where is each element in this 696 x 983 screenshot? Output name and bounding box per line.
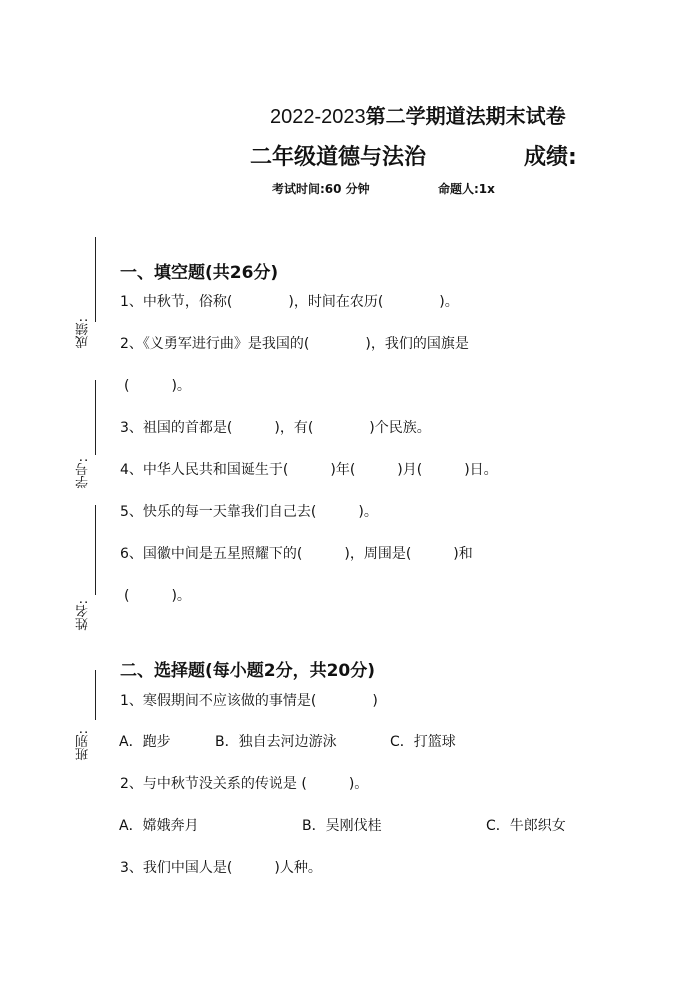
section-fill-blank-title: 一、填空题(共26分) — [120, 263, 279, 283]
margin-line — [95, 237, 96, 322]
margin-line — [95, 670, 96, 720]
option-2-1-a: A．跑步 — [119, 734, 171, 750]
question-1-6a: 6、国徽中间是五星照耀下的( )，周围是( )和 — [120, 546, 473, 562]
exam-year: 2022-2023 — [270, 106, 366, 128]
option-2-2-a: A．嫦娥奔月 — [119, 818, 199, 834]
option-2-2-c: C．牛郎织女 — [486, 818, 566, 834]
score-label: 成绩: — [524, 145, 577, 170]
question-1-2b: ( )。 — [124, 378, 191, 394]
question-2-3: 3、我们中国人是( )人种。 — [120, 860, 322, 876]
option-2-2-b: B．吴刚伐桂 — [302, 818, 382, 834]
exam-time: 考试时间:60 分钟 — [272, 182, 370, 196]
side-score-label: 成绩: — [76, 318, 91, 349]
exam-subtitle: 二年级道德与法治 — [250, 145, 427, 170]
question-2-1: 1、寒假期间不应该做的事情是( ) — [120, 693, 378, 709]
question-1-1: 1、中秋节，俗称( )，时间在农历( )。 — [120, 294, 459, 310]
question-1-4: 4、中华人民共和国诞生于( )年( )月( )日。 — [120, 462, 498, 478]
side-class-label: 班别: — [76, 730, 91, 761]
exam-title — [270, 100, 566, 129]
question-1-6b: ( )。 — [124, 588, 191, 604]
margin-line — [95, 505, 96, 595]
margin-line — [95, 380, 96, 455]
question-2-2: 2、与中秋节没关系的传说是 ( )。 — [120, 776, 369, 792]
question-1-3: 3、祖国的首都是( )，有( )个民族。 — [120, 420, 431, 436]
question-1-2a: 2、《义勇军进行曲》是我国的( )，我们的国旗是 — [120, 336, 469, 352]
option-2-1-c: C．打篮球 — [390, 734, 456, 750]
side-student-id-label: 学号: — [76, 458, 91, 489]
exam-title-text: 第二学期道法期末试卷 — [365, 104, 566, 128]
option-2-1-b: B．独自去河边游泳 — [215, 734, 337, 750]
section-choice-title: 二、选择题(每小题2分，共20分) — [120, 661, 376, 681]
question-1-5: 5、快乐的每一天靠我们自己去( )。 — [120, 504, 378, 520]
side-name-label: 姓名: — [76, 600, 91, 631]
exam-author: 命题人:1x — [438, 182, 495, 196]
